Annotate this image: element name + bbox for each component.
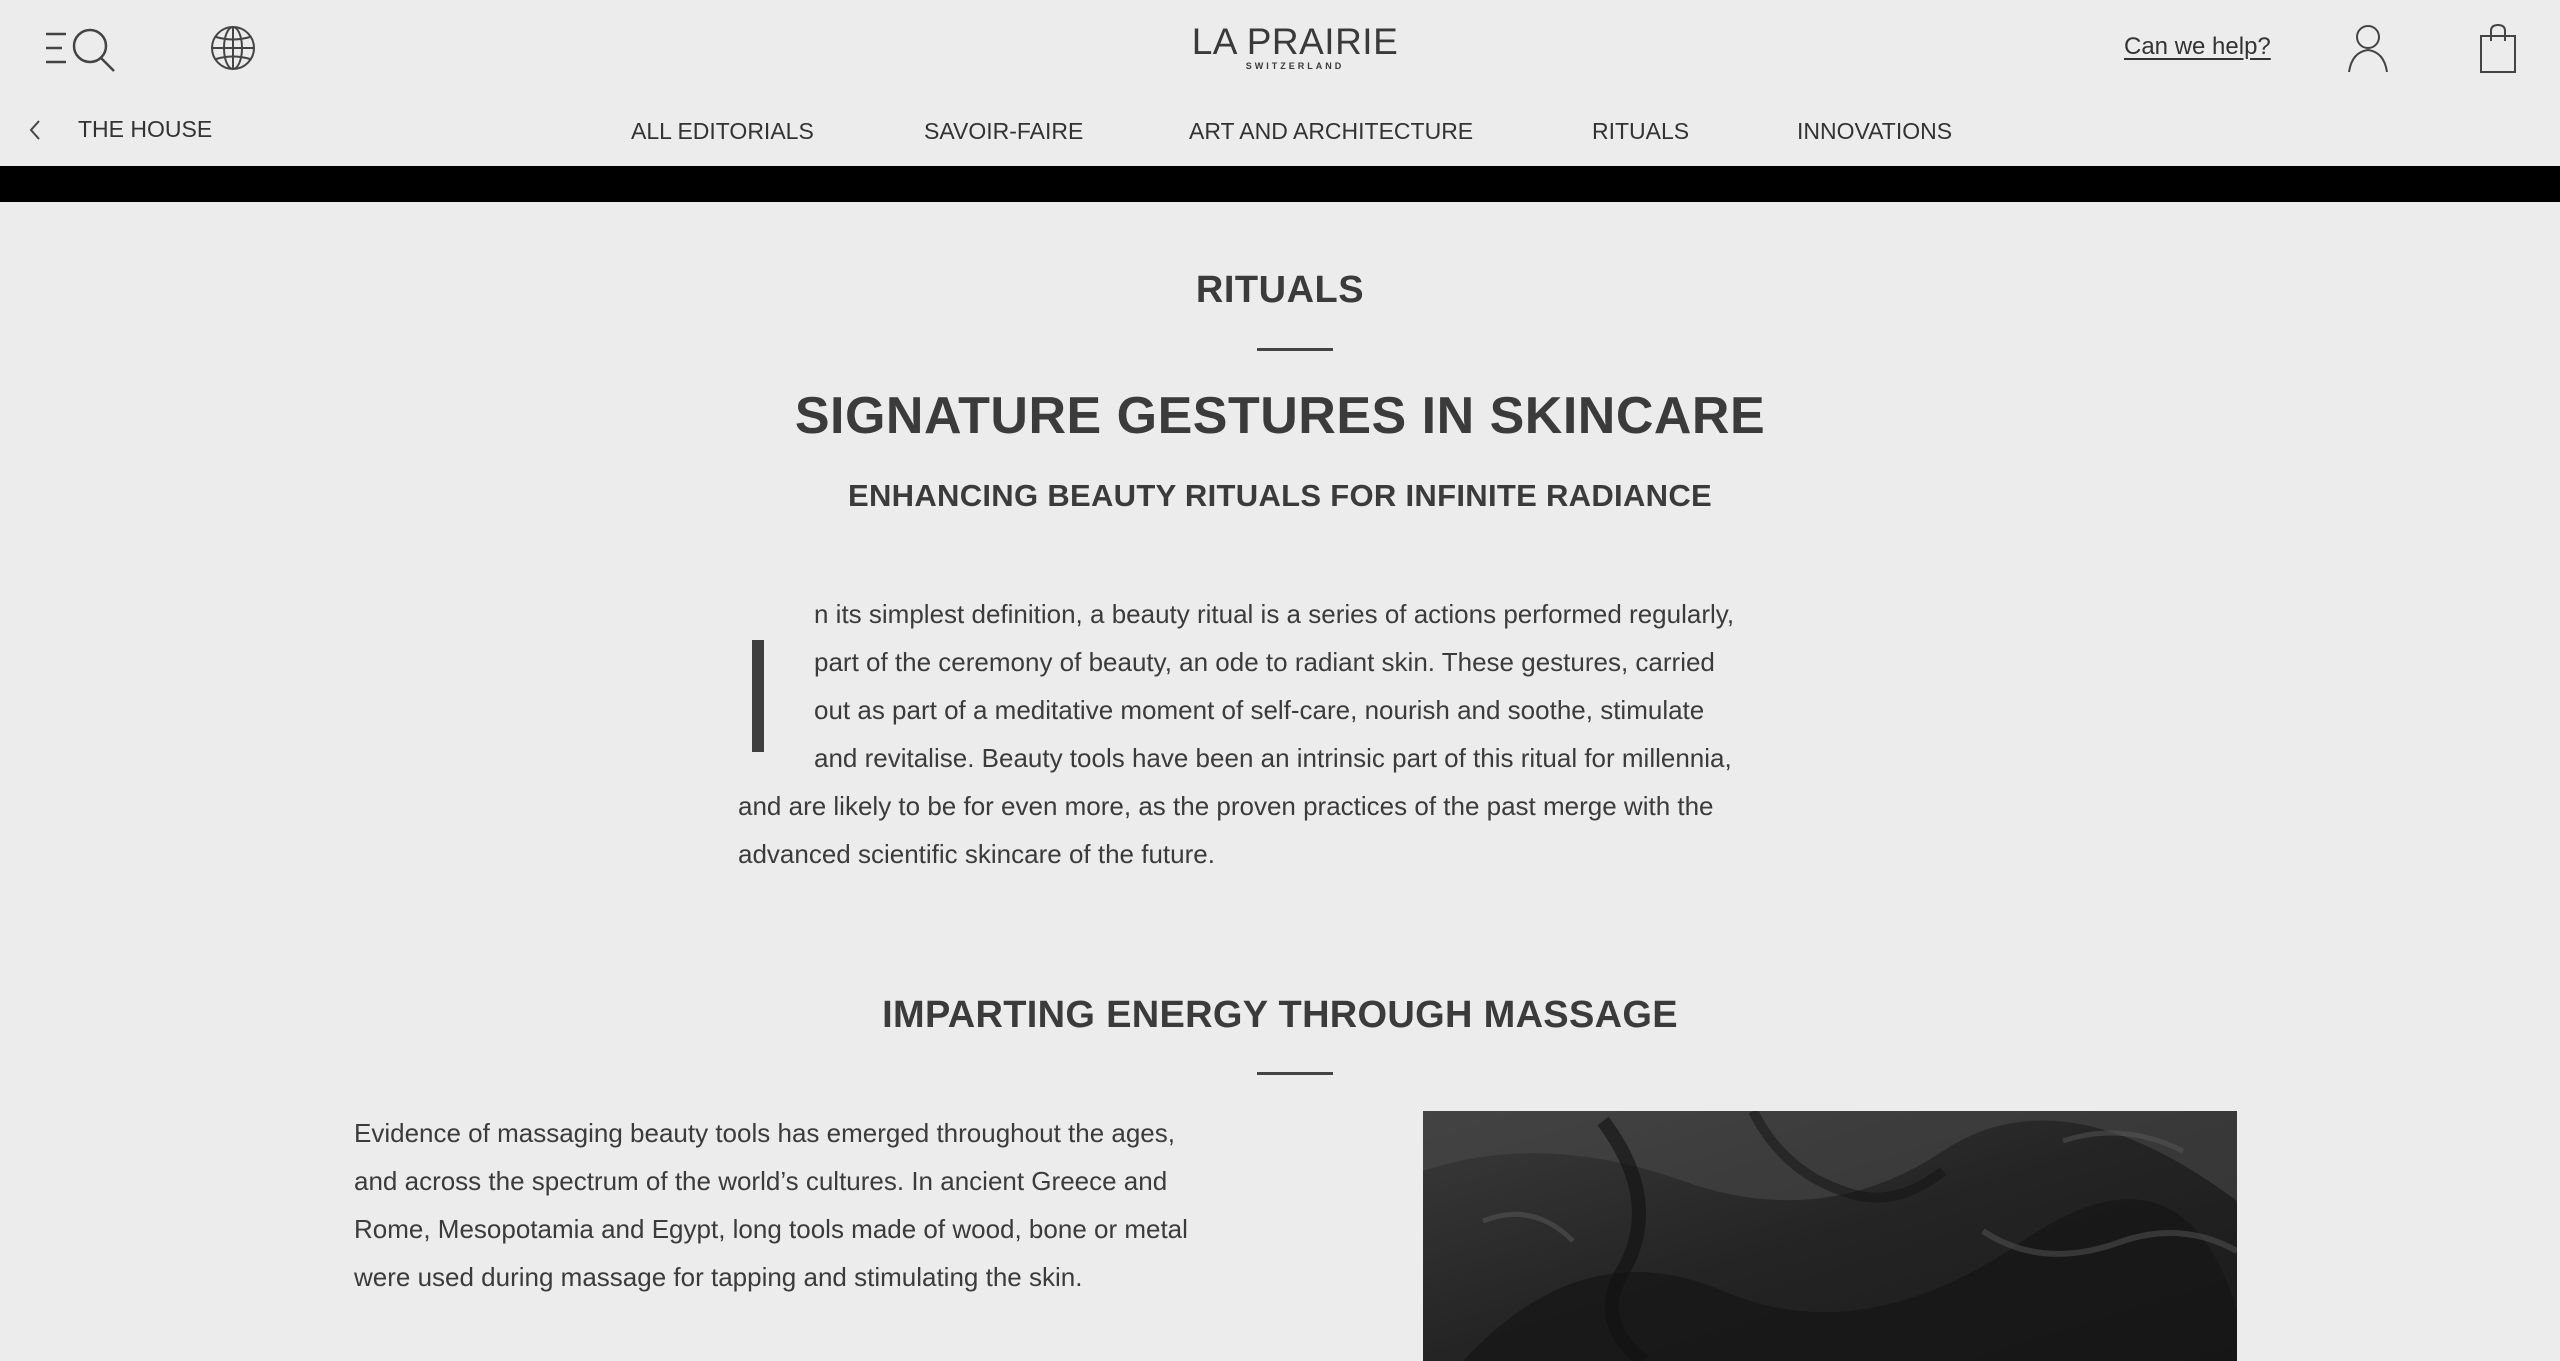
hero-image-strip bbox=[0, 166, 2560, 202]
brand-logo[interactable] bbox=[1180, 20, 1410, 71]
editorial-subnav bbox=[0, 106, 2560, 156]
globe-icon[interactable] bbox=[208, 23, 258, 73]
section-line: Rome, Mesopotamia and Egypt, long tools made of wood, bone or metal bbox=[354, 1214, 1188, 1244]
intro-paragraph-bottom bbox=[738, 782, 1864, 878]
intro-line: and revitalise. Beauty tools have been an intrinsic part of this ritual for millennia, bbox=[814, 743, 1732, 773]
nav-item-innovations[interactable]: INNOVATIONS bbox=[1797, 118, 1953, 144]
menu-search-icon[interactable] bbox=[44, 22, 122, 74]
article-category: RITUALS bbox=[1195, 269, 1365, 311]
intro-paragraph-top bbox=[814, 590, 1864, 782]
nav-item-art-and-architecture[interactable]: ART AND ARCHITECTURE bbox=[1189, 118, 1474, 144]
intro-line: part of the ceremony of beauty, an ode to radiant skin. These gestures, carried bbox=[814, 647, 1715, 677]
logo-wordmark: LA PRAIRIE bbox=[1191, 21, 1399, 62]
intro-line: advanced scientific skincare of the future. bbox=[738, 839, 1215, 869]
shopping-bag-icon[interactable] bbox=[2478, 22, 2518, 74]
article-subtitle: ENHANCING BEAUTY RITUALS FOR INFINITE RADIANCE bbox=[847, 478, 1712, 513]
help-link[interactable]: Can we help? bbox=[2124, 33, 2271, 60]
stone-texture-image bbox=[1423, 1111, 2237, 1361]
intro-line: and are likely to be for even more, as the proven practices of the past merge with the bbox=[738, 791, 1714, 821]
divider bbox=[1257, 348, 1333, 351]
section-title: IMPARTING ENERGY THROUGH MASSAGE bbox=[882, 994, 1678, 1036]
section-line: were used during massage for tapping and stimulating the skin. bbox=[354, 1262, 1083, 1292]
logo-subline: SWITZERLAND bbox=[1245, 61, 1345, 71]
nav-item-rituals[interactable]: RITUALS bbox=[1592, 118, 1690, 144]
dropcap bbox=[752, 640, 764, 752]
account-icon[interactable] bbox=[2346, 22, 2390, 74]
chevron-left-icon bbox=[28, 118, 42, 142]
site-header bbox=[0, 0, 2560, 98]
section-line: and across the spectrum of the world’s cultures. In ancient Greece and bbox=[354, 1166, 1168, 1196]
nav-item-savoir-faire[interactable]: SAVOIR-FAIRE bbox=[924, 118, 1084, 144]
intro-line: out as part of a meditative moment of self-care, nourish and soothe, stimulate bbox=[814, 695, 1705, 725]
back-link[interactable] bbox=[28, 116, 212, 143]
section-paragraph bbox=[354, 1109, 1294, 1301]
intro-line: n its simplest definition, a beauty ritual is a series of actions performed regularly, bbox=[814, 599, 1735, 629]
section-line: Evidence of massaging beauty tools has emerged throughout the ages, bbox=[354, 1118, 1175, 1148]
article-title: SIGNATURE GESTURES IN SKINCARE bbox=[794, 387, 1766, 445]
back-link-label: THE HOUSE bbox=[78, 116, 213, 142]
nav-item-all-editorials[interactable]: ALL EDITORIALS bbox=[631, 118, 814, 144]
divider bbox=[1257, 1072, 1333, 1075]
